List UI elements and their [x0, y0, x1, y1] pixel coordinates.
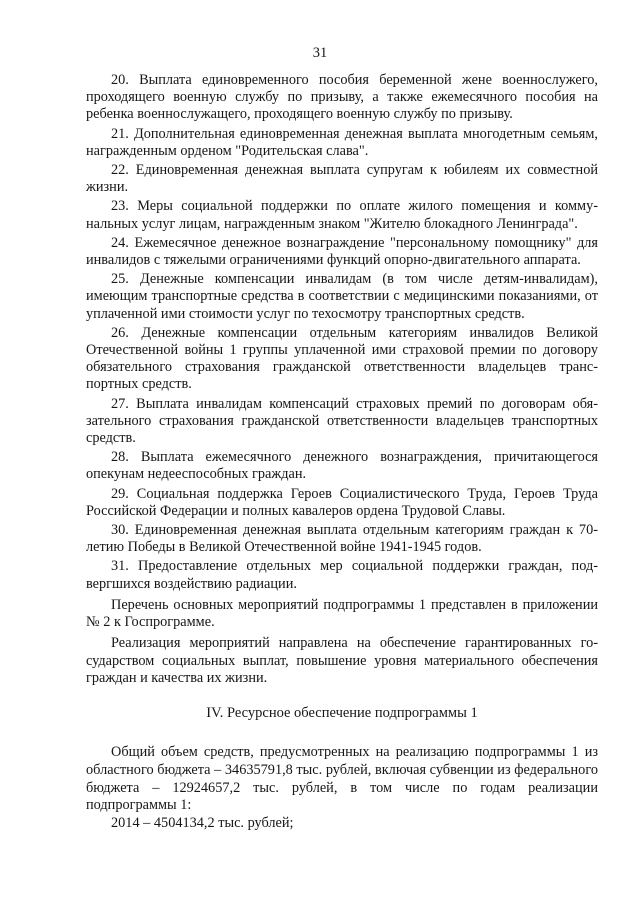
paragraph-item-26: 26. Денежные компенсации отдельным категориям инвалидов Великой Отечественной войны 1 группы уплаченной ими страховой премии по договору обязательного страхования гражданской ответственности владельцев транспортных средств.: [86, 324, 598, 393]
page-body: [86, 72, 598, 833]
page-number: 31: [312, 45, 328, 61]
paragraph-implementation: Реализация мероприятий направлена на обеспечение гарантированных государством социальных выплат, повышение уровня материального обеспечения граждан и качества их жизни.: [86, 635, 598, 686]
paragraph-item-21: 21. Дополнительная единовременная денежная выплата многодетным семьям, награжденным орденом "Родительская слава".: [86, 125, 598, 159]
paragraph-funding: Общий объем средств, предусмотренных на реализацию подпрограммы 1 из областного бюджета – 34635791,8 тыс. рублей, включая субвенции из федерального бюджета – 12924657,2 тыс. рублей, в том числе по годам реализации подпрограммы 1:: [86, 743, 598, 814]
paragraph-item-24: 24. Ежемесячное денежное вознаграждение "персональному помощнику" для инвалидов с тяжелыми ограничениями функций опорно-двигательного аппарата.: [86, 234, 598, 269]
section-heading: IV. Ресурсное обеспечение подпрограммы 1: [206, 704, 478, 721]
paragraph-item-22: 22. Единовременная денежная выплата супругам к юбилеям их совместной жизни.: [86, 162, 598, 196]
paragraph-item-30: 30. Единовременная денежная выплата отдельным категориям граждан к 70-летию Победы в Великой Отечественной войне 1941-1945 годов.: [86, 522, 598, 556]
paragraph-item-23: 23. Меры социальной поддержки по оплате жилого помещения и коммунальных услуг лицам, награжденным знаком "Жителю блокадного Ленинграда".: [86, 198, 598, 232]
paragraph-item-27: 27. Выплата инвалидам компенсаций страховых премий по договорам обязательного страхования гражданской ответственности владельцев транспортных средств.: [86, 395, 598, 447]
paragraph-item-20: 20. Выплата единовременного пособия беременной жене военнослужего, проходящего военную службу по призыву, а также ежемесячного пособия на ребенка военнослужащего, проходящего военную службу по призыву.: [86, 72, 598, 123]
paragraph-funding-year-2014: 2014 – 4504134,2 тыс. рублей;: [111, 815, 294, 832]
paragraph-activities-list: Перечень основных мероприятий подпрограммы 1 представлен в приложении № 2 к Госпрограмме.: [86, 596, 598, 631]
paragraph-item-31: 31. Предоставление отдельных мер социальной поддержки граждан, подвергшихся воздействию радиации.: [86, 558, 598, 592]
paragraph-item-28: 28. Выплата ежемесячного денежного вознаграждения, причитающегося опекунам недееспособных граждан.: [86, 449, 598, 483]
paragraph-item-29: 29. Социальная поддержка Героев Социалистического Труда, Героев Труда Российской Федерации и полных кавалеров ордена Трудовой Славы.: [86, 485, 598, 519]
paragraph-item-25: 25. Денежные компенсации инвалидам (в том числе детям-инвалидам), имеющим транспортные средства в соответствии с медицинскими показаниями, от уплаченной ими стоимости услуг по техосмотру транспортных средств.: [86, 271, 598, 322]
